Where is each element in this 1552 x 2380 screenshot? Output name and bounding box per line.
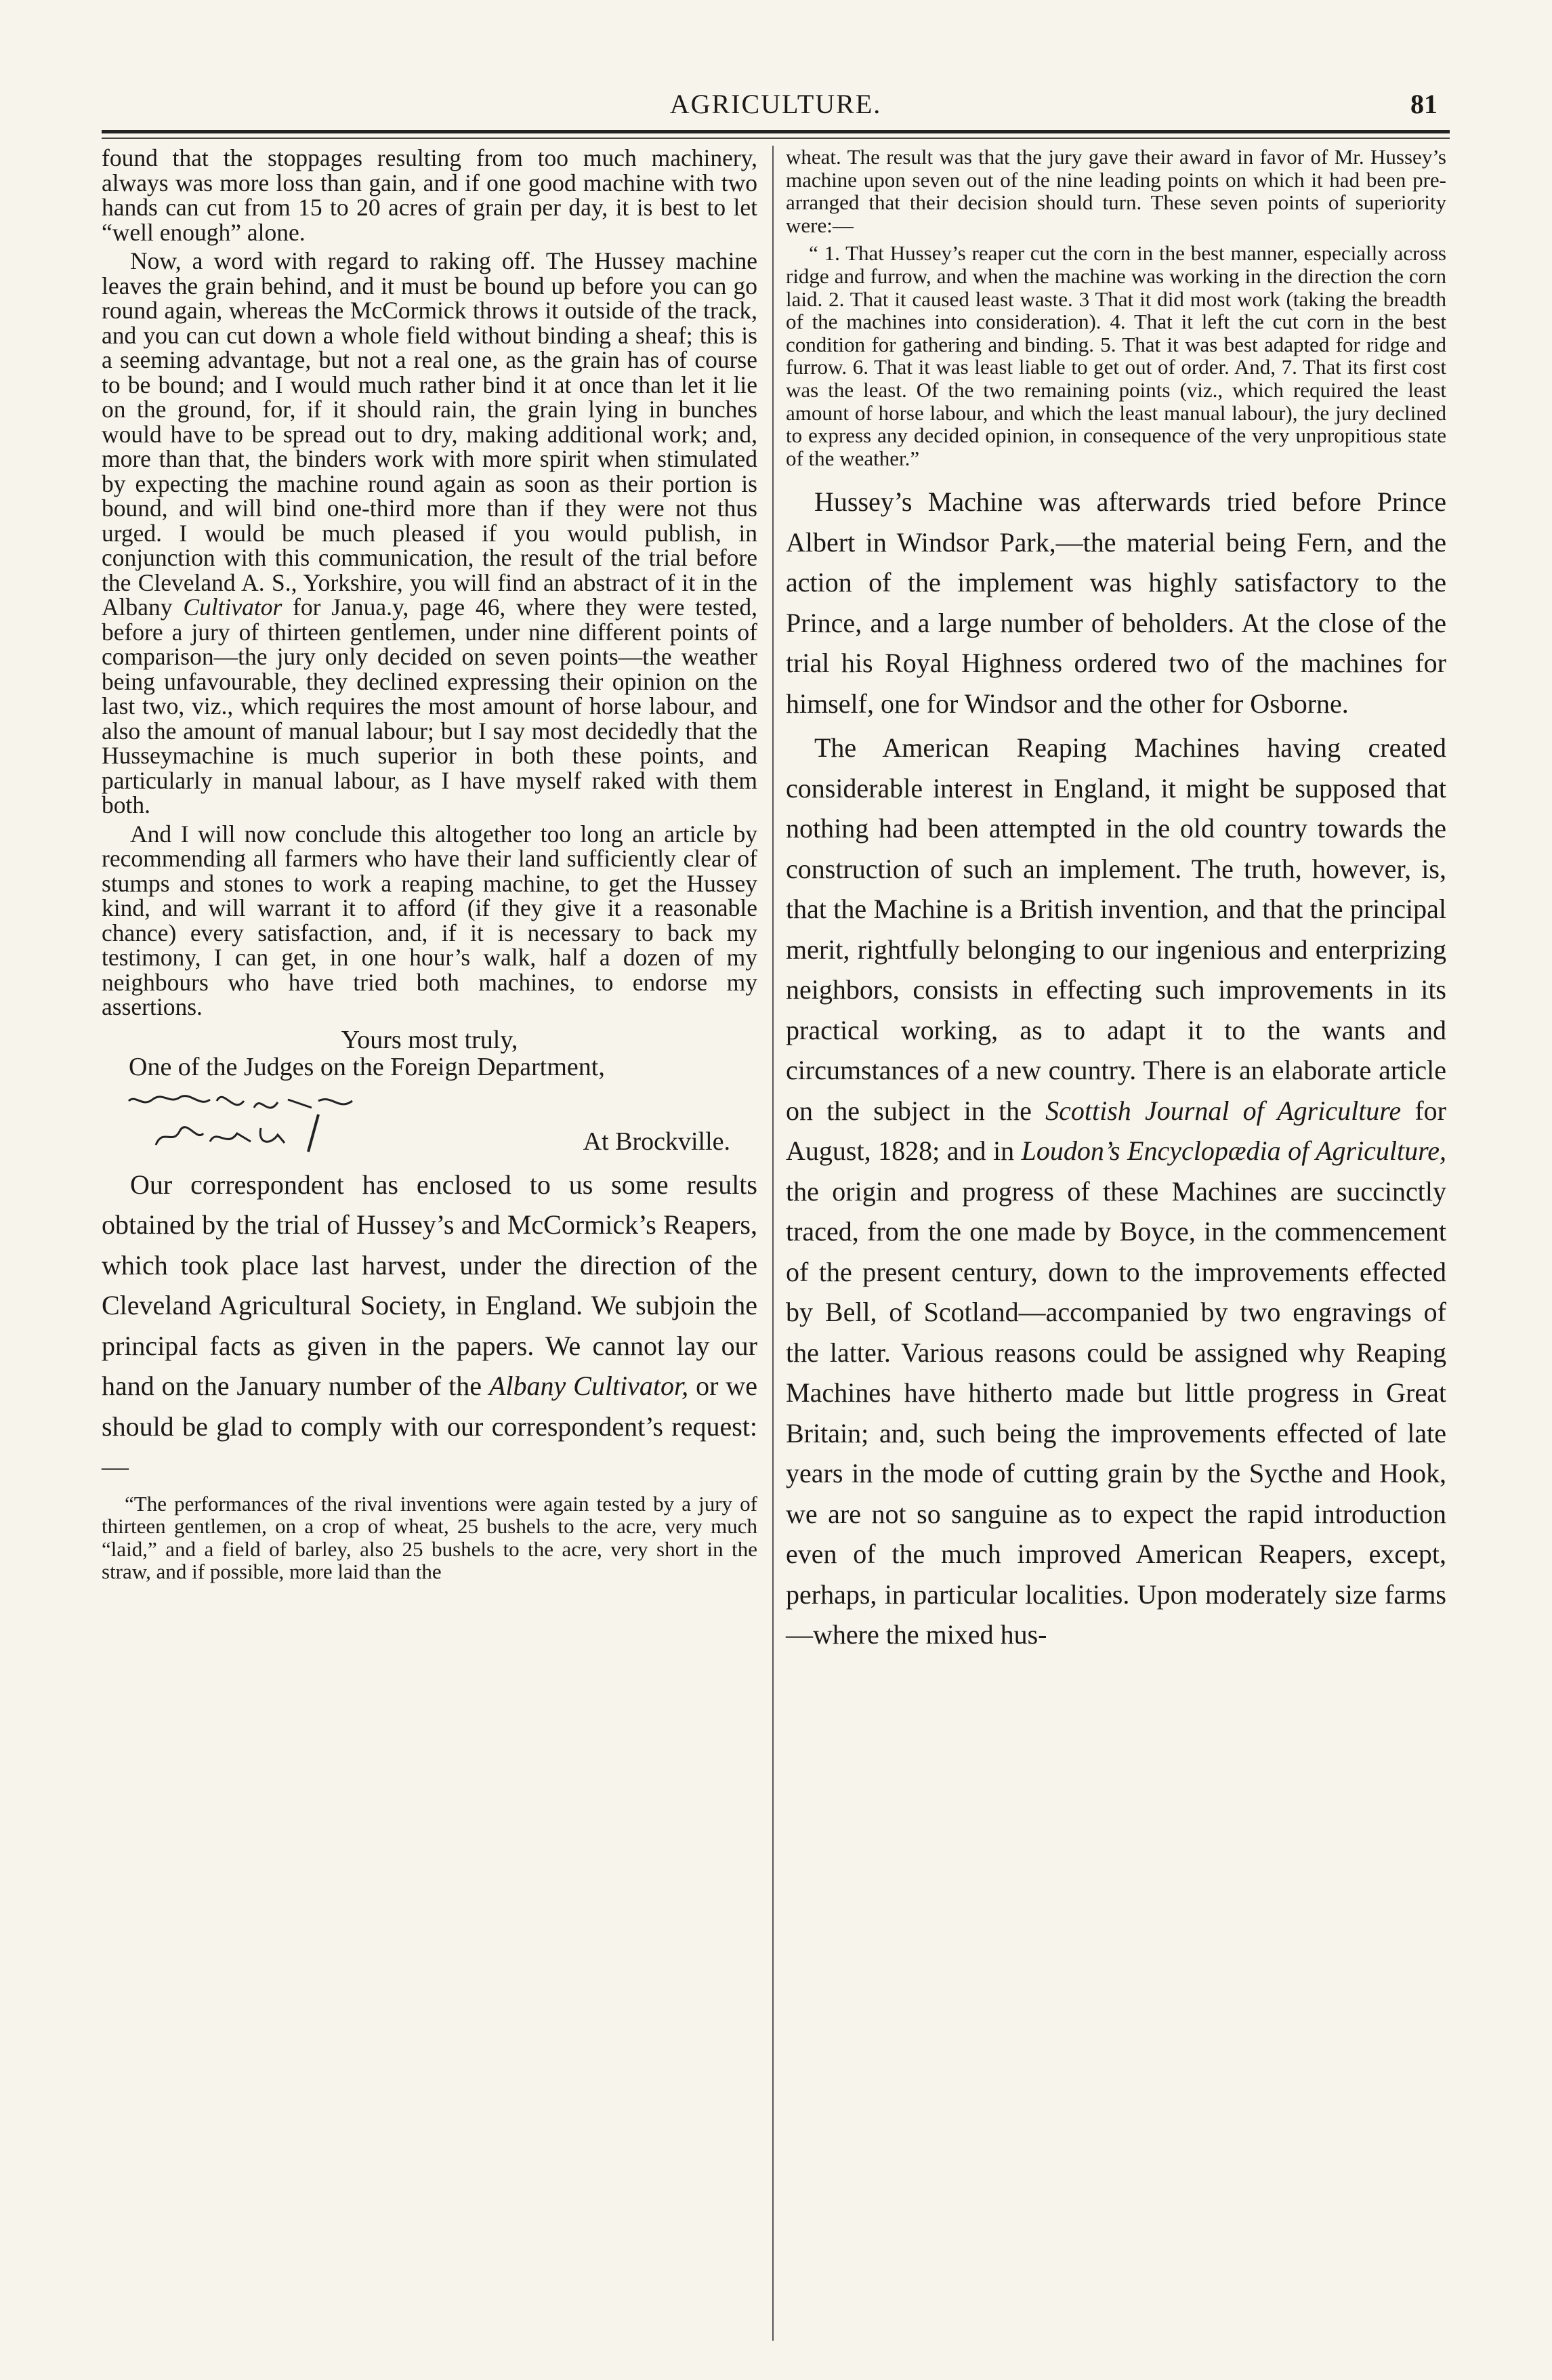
quoted-report — [102, 1492, 757, 1583]
quote-points: “ 1. That Hussey’s reaper cut the corn in the best manner, especially across ridge and furrow, and when the machine was working in the direction the corn laid. 2. That it caused least waste. 3 That it did most work (taking the breadth of the machines into consideration). 4. That it left the cut corn in the best condition for gathering and binding. 5. That it was best adapted for ridge and furrow. 6. That it was least liable to get out of order. And, 7. That its first cost was the least. Of the two remaining points (viz., which required the least amount of horse labour, and which the least manual labour), the jury declined to express any decided opinion, in consequence of the very unpropitious state of the weather.” — [786, 241, 1446, 470]
page-header — [102, 80, 1450, 127]
letter-text: Now, a word with regard to raking off. The Hussey machine leaves the grain behind, and it must be bound up before you can go round again, whereas the McCormick throws it outside of the track, and you can cut down a whole field without binding a sheaf; this is a seeming advantage, but not a real one, as the grain has of course to be bound; and I would much rather bind it at once than let it lie on the ground, for, if it should rain, the grain lying in bunches would have to be spread out to dry, making additional work; and, more than that, the binders work with more spirit when stimulated by expecting the machine round again as soon as their portion is bound, and will bind one-third more than if they were not thus urged. I would be much pleased if you would publish, in conjunction with this communication, the result of the trial before the Cleveland A. S., Yorkshire, you will find an abstract of it in the Albany — [102, 247, 757, 621]
running-head: AGRICULTURE. — [669, 89, 882, 119]
left-column — [102, 146, 757, 1583]
signature-title: One of the Judges on the Foreign Department, — [129, 1052, 605, 1081]
quote-paragraph: wheat. The result was that the jury gave their award in favor of Mr. Hussey’s machine upon seven out of the nine leading points on which it had been pre-arranged that their decision should turn. These seven points of superiority were:— — [786, 145, 1446, 237]
letter-paragraph: And I will now conclude this altogether too long an article by recommending all farmers who have their land sufficiently clear of stumps and stones to work a reaping machine, to get the Hussey kind, and will warrant it to afford (if they give it a reasonable chance) every satisfaction, and, if it is necessary to back my testimony, I can get, in one hour’s walk, half a dozen of my neighbours who have tried both machines, to endorse my assertions. — [102, 820, 757, 1020]
article-text: the origin and progress of these Machines are succinctly traced, from the one made by Boyce, in the commencement of the present century, down to the improvements effected by Bell, of Scotland—accompanied by two engravings of the latter. Various reasons could be assigned why Reaping Machines have hitherto made but little progress in Great Britain; and, such being the improvements effected of late years in the mode of cutting grain by the Sycthe and Hook, we are not so sanguine as to expect the rapid introduction even of the much improved American Reapers, except, perhaps, in particular localities. Upon moderately size farms—where the mixed hus- — [786, 1175, 1446, 1650]
article-text: for August, 1828; and in — [786, 1095, 1446, 1167]
right-column — [786, 146, 1446, 1655]
article-text: The American Reaping Machines having created considerable interest in England, it might be supposed that nothing had been attempted in the old country towards the construction of such an implement. The truth, however, is, that the Machine is a British invention, and that the principal merit, rightfully belonging to our ingenious and enterprizing neighbors, consists in effecting such improvements in its practical working, as to adapt it to the wants and circumstances of a new country. There is an elaborate article on the subject in the — [786, 732, 1446, 1126]
column-divider — [772, 146, 774, 2341]
article-paragraph: Hussey’s Machine was afterwards tried before Prince Albert in Windsor Park,—the material being Fern, and the action of the implement was highly satisfactory to the Prince, and a large number of beholders. At the close of the trial his Royal Highness ordered two of the machines for himself, one for Windsor and the other for Osborne. — [786, 486, 1446, 719]
editorial-text: Our correspondent has enclosed to us some results obtained by the trial of Hussey’s and McCormick’s Reapers, which took place last harvest, under the direction of the Cleveland Agricultural Society, in England. We subjoin the principal facts as given in the papers. We cannot lay our hand on the January number of the — [102, 1169, 757, 1401]
article-italic: Scottish Journal of Agriculture — [1045, 1095, 1402, 1126]
editorial-paragraph — [102, 1165, 757, 1487]
handwritten-signature — [115, 1081, 495, 1155]
letter-text: for Janua.y, page 46, where they were tested, before a jury of thirteen gentlemen, under nine different points of comparison—the jury only decided on seven points—the weather being unfavourable, they declined expressing their opinion on the last two, viz., which requires the most amount of horse labour, and also the amount of manual labour; but I say most decidedly that the Husseymachine is much superior in both these points, and particularly in manual labour, as I have myself raked with them both. — [102, 593, 757, 818]
editorial-text: or we should be glad to comply with our correspondent’s request:— — [102, 1371, 758, 1482]
editorial-italic: Albany Cultivator, — [488, 1371, 689, 1401]
article-body — [786, 482, 1446, 1655]
letter-body — [102, 146, 757, 1020]
letter-paragraph: found that the stoppages resulting from too much machinery, always was more loss than gain, and if one good machine with two hands can cut from 15 to 20 acres of grain per day, it is best to let “well enough” alone. — [102, 144, 757, 246]
signature-place: At Brockville. — [583, 1127, 730, 1156]
header-rule-thin — [102, 138, 1450, 139]
letter-paragraph — [102, 249, 757, 818]
sign-off — [102, 1026, 757, 1155]
quote-paragraph: “The performances of the rival inventions were again tested by a jury of thirteen gentlemen, on a crop of wheat, 25 bushels to the acre, very much “laid,” and a field of barley, also 25 bushels to the acre, very short in the straw, and if possible, more laid than the — [102, 1491, 757, 1584]
quoted-report-cont — [786, 146, 1446, 469]
page-number: 81 — [1410, 89, 1438, 119]
letter-italic: Cultivator — [183, 593, 282, 621]
article-paragraph — [786, 728, 1446, 1655]
article-italic: Loudon’s Encyclopædia of Agriculture, — [1021, 1135, 1446, 1167]
header-rule — [102, 130, 1450, 133]
closing-line: Yours most truly, — [341, 1025, 518, 1054]
editorial-note — [102, 1165, 757, 1487]
signature-line — [102, 1081, 757, 1155]
